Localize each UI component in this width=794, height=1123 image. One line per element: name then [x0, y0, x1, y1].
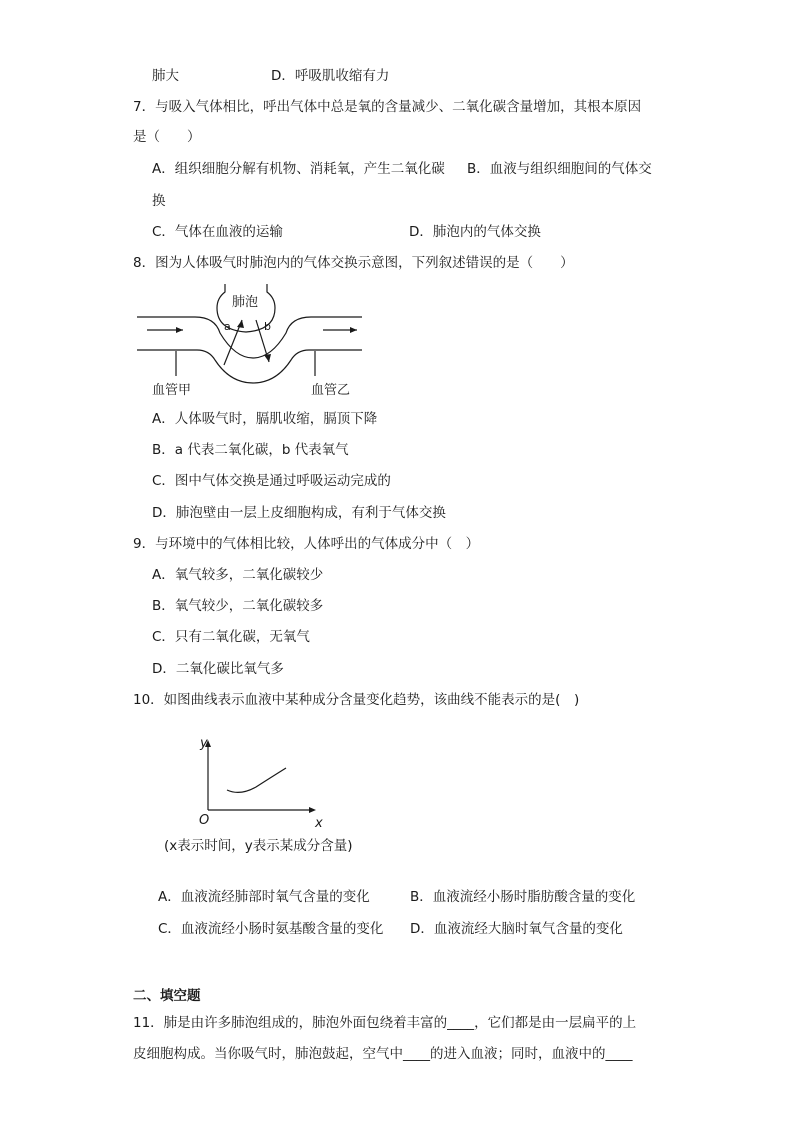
q7-option-c: C．气体在血液的运输: [152, 224, 283, 240]
q8-option-c: C．图中气体交换是通过呼吸运动完成的: [152, 473, 391, 489]
alveolus-label: 肺泡: [232, 295, 259, 310]
q8-option-b: B．a 代表二氧化碳，b 代表氧气: [152, 442, 349, 458]
x-axis-label: x: [315, 816, 323, 831]
origin-label: O: [199, 813, 210, 828]
q10-option-d: D．血液流经大脑时氧气含量的变化: [410, 921, 623, 937]
q7-option-a: A．组织细胞分解有机物、消耗氧，产生二氧化碳: [152, 161, 445, 177]
q6-option-c-tail: 肺大: [152, 68, 179, 84]
q10-option-b: B．血液流经小肠时脂肪酸含量的变化: [410, 889, 636, 905]
q9-option-a: A．氧气较多，二氧化碳较少: [152, 567, 324, 583]
q8-option-d: D．肺泡壁由一层上皮细胞构成，有利于气体交换: [152, 505, 446, 521]
q10-option-a: A．血液流经肺部时氧气含量的变化: [158, 889, 370, 905]
q9-stem: 9．与环境中的气体相比较，人体呼出的气体成分中（ ）: [133, 536, 480, 552]
q7-stem-line2: 是（ ）: [133, 129, 201, 145]
q6-option-d: D．呼吸肌收缩有力: [271, 68, 390, 84]
graph-caption: (x表示时间，y表示某成分含量): [164, 838, 353, 854]
vessel-right-label: 血管乙: [311, 383, 351, 398]
q9-option-d: D．二氧化碳比氧气多: [152, 661, 284, 677]
q11-line1: 11．肺是由许多肺泡组成的，肺泡外面包绕着丰富的____，它们都是由一层扁平的上: [133, 1015, 637, 1031]
curve-graph: [190, 732, 335, 832]
q8-option-a: A．人体吸气时，膈肌收缩，膈顶下降: [152, 411, 378, 427]
q9-option-b: B．氧气较少，二氧化碳较多: [152, 598, 324, 614]
q8-stem: 8．图为人体吸气时肺泡内的气体交换示意图，下列叙述错误的是（ ）: [133, 255, 574, 271]
q11-line2: 皮细胞构成。当你吸气时，肺泡鼓起，空气中____的进入血液；同时，血液中的____: [133, 1046, 633, 1062]
arrow-b-label: b: [264, 320, 271, 333]
q9-option-c: C．只有二氧化碳，无氧气: [152, 629, 310, 645]
alveolus-diagram: [125, 278, 385, 403]
arrow-a-label: a: [224, 320, 231, 333]
y-axis-label: y: [200, 736, 208, 751]
q7-option-b-line1: B．血液与组织细胞间的气体交: [467, 161, 652, 177]
q7-stem-line1: 7．与吸入气体相比，呼出气体中总是氧的含量减少、二氧化碳含量增加，其根本原因: [133, 99, 642, 115]
q10-stem: 10．如图曲线表示血液中某种成分含量变化趋势，该曲线不能表示的是( ): [133, 692, 580, 708]
q10-option-c: C．血液流经小肠时氨基酸含量的变化: [158, 921, 384, 937]
q7-option-d: D．肺泡内的气体交换: [409, 224, 541, 240]
vessel-left-label: 血管甲: [152, 383, 192, 398]
q7-option-b-line2: 换: [152, 193, 166, 209]
section-heading: 二、填空题: [133, 988, 201, 1004]
